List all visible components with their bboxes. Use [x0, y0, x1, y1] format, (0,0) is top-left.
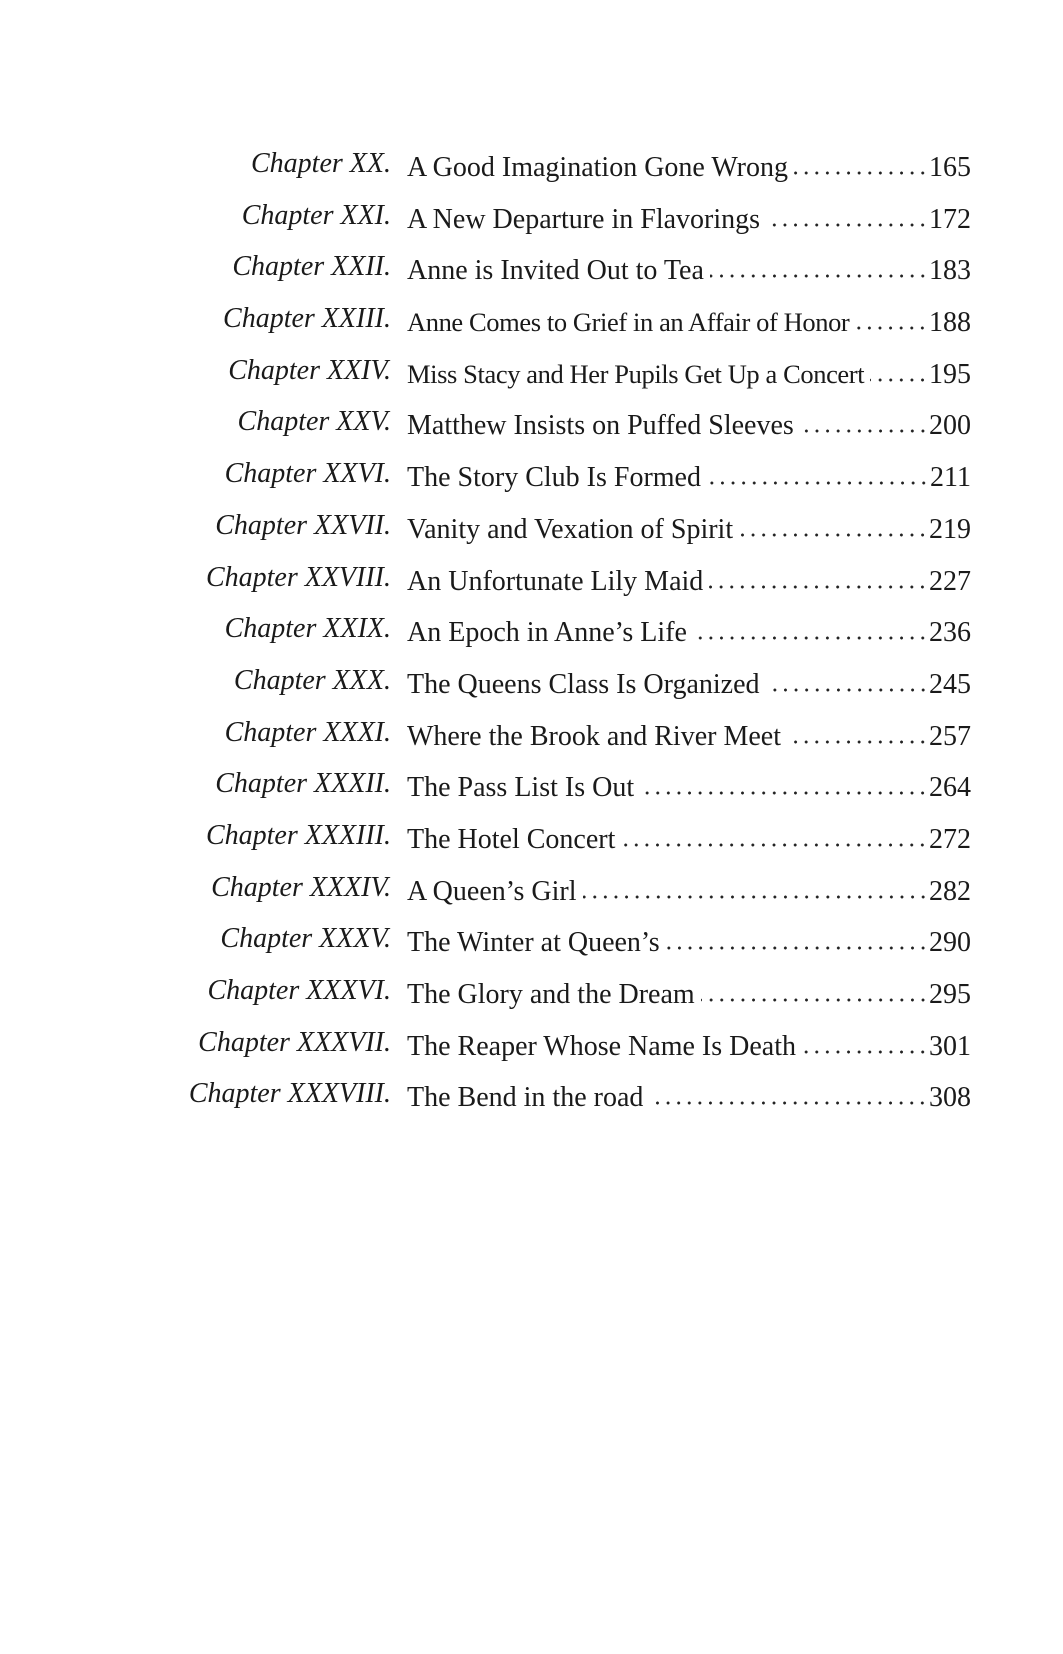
entry-body — [407, 562, 971, 598]
chapter-label: Chapter XXVI. — [224, 458, 391, 490]
entry-body — [407, 923, 971, 959]
page-number: 236 — [929, 617, 971, 649]
entry-body — [407, 717, 971, 753]
page-number: 301 — [929, 1030, 971, 1062]
chapter-title: The Winter at Queen’s — [407, 927, 660, 959]
toc-entry[interactable] — [0, 406, 1063, 458]
chapter-label: Chapter XXVIII. — [205, 561, 391, 593]
entry-body — [407, 872, 971, 908]
chapter-title: A Good Imagination Gone Wrong — [407, 152, 788, 183]
page-number: 195 — [929, 358, 971, 390]
page-number: 308 — [929, 1082, 971, 1114]
toc-entry[interactable] — [0, 1027, 1063, 1079]
chapter-title: Where the Brook and River Meet — [407, 720, 781, 752]
page-number: 295 — [929, 979, 971, 1010]
chapter-label: Chapter XXX. — [233, 664, 391, 696]
dot-leader — [701, 979, 928, 1007]
entry-body — [407, 148, 971, 184]
page-number: 264 — [929, 772, 971, 804]
dot-leader — [621, 824, 928, 852]
chapter-title: Vanity and Vexation of Spirit — [407, 513, 734, 545]
toc-entry[interactable] — [0, 975, 1063, 1027]
toc-entry[interactable] — [0, 200, 1063, 252]
page-number: 188 — [929, 307, 971, 339]
chapter-label: Chapter XXXIV. — [211, 871, 391, 903]
chapter-label: Chapter XXI. — [241, 199, 391, 231]
chapter-title: A Queen’s Girl — [407, 875, 577, 907]
toc-entry[interactable] — [0, 613, 1063, 665]
toc-entry[interactable] — [0, 923, 1063, 975]
dot-leader — [766, 669, 928, 697]
table-of-contents — [0, 148, 1063, 1130]
toc-entry[interactable] — [0, 510, 1063, 562]
chapter-title: A New Departure in Flavorings — [407, 203, 761, 235]
page-number: 183 — [929, 255, 971, 287]
dot-leader — [649, 1082, 928, 1110]
chapter-label: Chapter XXIX. — [224, 613, 391, 645]
page-number: 227 — [929, 565, 971, 597]
chapter-label: Chapter XXXVIII. — [188, 1078, 391, 1110]
toc-entry[interactable] — [0, 768, 1063, 820]
chapter-label: Chapter XXXVII. — [198, 1026, 391, 1058]
dot-leader — [870, 359, 928, 387]
chapter-title: The Pass List Is Out — [407, 772, 635, 804]
toc-entry[interactable] — [0, 303, 1063, 355]
toc-entry[interactable] — [0, 1078, 1063, 1130]
chapter-title: The Glory and the Dream — [407, 979, 695, 1010]
entry-body — [407, 200, 971, 236]
page-number: 257 — [929, 720, 971, 752]
dot-leader — [710, 255, 928, 283]
chapter-label: Chapter XXXIII. — [205, 819, 391, 851]
entry-body — [407, 1027, 971, 1063]
entry-body — [407, 406, 971, 442]
entry-body — [407, 665, 971, 701]
chapter-label: Chapter XXXI. — [224, 716, 391, 748]
chapter-title: The Hotel Concert — [407, 823, 616, 855]
toc-entry[interactable] — [0, 355, 1063, 407]
page-number: 219 — [929, 513, 971, 545]
entry-body — [407, 1078, 971, 1114]
entry-body — [407, 510, 971, 546]
chapter-label: Chapter XX. — [251, 148, 391, 179]
chapter-title: An Epoch in Anne’s Life — [407, 617, 687, 649]
dot-leader — [800, 410, 928, 438]
chapter-title: An Unfortunate Lily Maid — [407, 565, 704, 597]
chapter-title: The Reaper Whose Name Is Death — [407, 1030, 796, 1062]
chapter-title: The Queens Class Is Organized — [407, 668, 760, 700]
entry-body — [407, 303, 971, 339]
chapter-label: Chapter XXV. — [237, 406, 391, 438]
chapter-label: Chapter XXIII. — [223, 303, 391, 335]
chapter-label: Chapter XXVII. — [215, 509, 391, 541]
toc-entry[interactable] — [0, 562, 1063, 614]
chapter-label: Chapter XXII. — [232, 251, 391, 283]
dot-leader — [794, 152, 928, 180]
page-number: 272 — [929, 823, 971, 855]
page-number: 282 — [929, 875, 971, 907]
dot-leader — [855, 307, 928, 335]
page-number: 172 — [929, 203, 971, 235]
chapter-title: The Bend in the road — [407, 1082, 644, 1114]
page-number: 200 — [929, 410, 971, 442]
entry-body — [407, 458, 971, 494]
dot-leader — [583, 876, 928, 904]
dot-leader — [709, 566, 928, 594]
dot-leader — [787, 721, 928, 749]
dot-leader — [693, 617, 928, 645]
page-number: 165 — [929, 152, 971, 183]
toc-entry[interactable] — [0, 872, 1063, 924]
dot-leader — [640, 772, 928, 800]
toc-entry[interactable] — [0, 717, 1063, 769]
entry-body — [407, 975, 971, 1011]
toc-entry[interactable] — [0, 148, 1063, 200]
entry-body — [407, 820, 971, 856]
chapter-title: Anne is Invited Out to Tea — [407, 255, 704, 287]
chapter-title: Matthew Insists on Puffed Sleeves — [407, 410, 794, 442]
chapter-label: Chapter XXIV. — [228, 354, 391, 386]
page-number: 245 — [929, 668, 971, 700]
entry-body — [407, 355, 971, 391]
toc-entry[interactable] — [0, 251, 1063, 303]
dot-leader — [707, 462, 929, 490]
dot-leader — [666, 927, 928, 955]
page-number: 290 — [929, 927, 971, 959]
entry-body — [407, 768, 971, 804]
chapter-label: Chapter XXXV. — [220, 923, 391, 955]
chapter-title: Miss Stacy and Her Pupils Get Up a Concert — [407, 358, 865, 389]
dot-leader — [739, 514, 928, 542]
chapter-title: Anne Comes to Grief in an Affair of Honor — [407, 307, 850, 338]
chapter-label: Chapter XXXVI. — [207, 975, 391, 1006]
chapter-title: The Story Club Is Formed — [407, 462, 701, 494]
page-number: 211 — [930, 462, 971, 494]
toc-entry[interactable] — [0, 458, 1063, 510]
toc-entry[interactable] — [0, 665, 1063, 717]
toc-entry[interactable] — [0, 820, 1063, 872]
dot-leader — [802, 1031, 928, 1059]
chapter-label: Chapter XXXII. — [215, 768, 391, 800]
entry-body — [407, 613, 971, 649]
dot-leader — [766, 204, 928, 232]
entry-body — [407, 251, 971, 287]
